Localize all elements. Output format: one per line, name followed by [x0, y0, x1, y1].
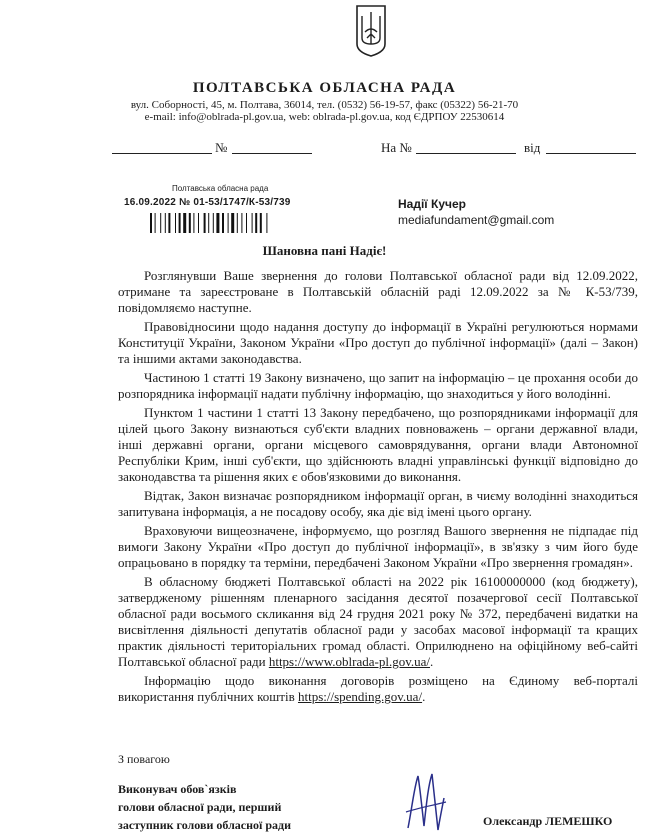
- outgoing-date-line: [232, 153, 312, 154]
- recipient-name: Надії Кучер: [398, 197, 466, 211]
- contacts-line: e-mail: info@oblrada-pl.gov.ua, web: oblrada-pl.gov.ua, код ЄДРПОУ 22530614: [144, 111, 505, 123]
- paragraph-8: [118, 673, 638, 705]
- stamp-registration-number: 16.09.2022 № 01-53/1747/К-53/739: [124, 197, 291, 208]
- paragraph-3: Частиною 1 статті 19 Закону визначено, що запит на інформацію – це прохання особи до розпорядника інформації надати публічну інформацію, що знаходиться у його володінні.: [118, 370, 638, 401]
- spending-portal-link[interactable]: https://spending.gov.ua/: [297, 689, 423, 704]
- paragraph-7: [118, 574, 638, 670]
- paragraph-7-end: .: [429, 654, 434, 669]
- barcode-image: [150, 213, 292, 233]
- address-line: вул. Соборності, 45, м. Полтава, 36014, тел. (0532) 56-19-57, факс (05322) 56-21-70: [130, 99, 519, 111]
- incoming-date-line: [546, 153, 636, 154]
- signer-title-line-3: заступник голови обласної ради: [118, 818, 292, 832]
- signer-name: Олександр ЛЕМЕШКО: [483, 814, 613, 828]
- paragraph-8-end: .: [422, 689, 426, 704]
- paragraph-5: Відтак, Закон визначає розпорядником інформації орган, в чиєму володінні знаходиться запитувана інформація, а не посадову особу, яка діє від імені цього органу.: [118, 488, 638, 519]
- incoming-number-line: [416, 153, 516, 154]
- oblrada-website-link[interactable]: https://www.oblrada-pl.gov.ua/: [268, 654, 430, 669]
- closing-phrase: З повагою: [118, 752, 170, 766]
- paragraph-1: Розглянувши Ваше звернення до голови Полтавської обласної ради від 12.09.2022, отримане та зареєстроване в Полтавській обласній раді 12.09.2022 за № К-53/739, повідомляємо наступне.: [118, 268, 638, 315]
- outgoing-number-line: [112, 153, 212, 154]
- number-sign: №: [215, 140, 228, 155]
- signer-title-line-1: Виконувач обов`язків: [118, 782, 237, 796]
- paragraph-7-text: В обласному бюджеті Полтавської області на 2022 рік 16100000000 (код бюджету), затвердженому рішенням пленарного засідання десятої позачергової сесії Полтавської обласної ради восьмого скликання від 24 грудня 2021 року № 372, передбачені видатки на висвітлення діяльності депутатів обласної ради у засобах масової інформації та кращих практик діяльності територіальних громад області. Оприлюднено на офіційному веб-сайті Полтавської обласної ради: [118, 574, 638, 669]
- organization-title: ПОЛТАВСЬКА ОБЛАСНА РАДА: [192, 80, 457, 96]
- paragraph-8-text: Інформацію щодо виконання договорів розміщено на Єдиному веб-порталі використання публічних коштів: [118, 673, 638, 704]
- incoming-date-label: від: [524, 140, 541, 155]
- signer-title-line-2: голови обласної ради, перший: [118, 800, 282, 814]
- greeting: Шановна пані Надіє!: [262, 243, 387, 258]
- signer-title: [118, 780, 291, 834]
- recipient-email: mediafundament@gmail.com: [398, 213, 555, 227]
- paragraph-4: Пунктом 1 частини 1 статті 13 Закону передбачено, що розпорядниками інформації для цілей цього Закону визнаються суб'єкти владних повноважень – органи державної влади, інші державні органи, органи місцевого самоврядування, органи влади Автономної Республіки Крим, інші суб'єкти, що здійснюють владні управлінські функції відповідно до законодавства та рішення яких є обов'язковими до виконання.: [118, 405, 638, 484]
- stamp-organization: Полтавська обласна рада: [172, 184, 269, 193]
- paragraph-2: Правовідносини щодо надання доступу до інформації в Україні регулюються нормами Конституції України, Законом України «Про доступ до публічної інформації» (далі – Закон) та іншими актами законодавства.: [118, 319, 638, 366]
- trident-emblem-icon: [355, 4, 387, 58]
- handwritten-signature-icon: [402, 768, 448, 838]
- incoming-number-label: На №: [381, 140, 412, 155]
- letter-body: [118, 268, 638, 708]
- paragraph-6: Враховуючи вищеозначене, інформуємо, що розгляд Вашого звернення не підпадає під вимоги Закону України «Про доступ до публічної інформації», в зв'язку з чим його буде опрацьовано в порядку та терміни, передбачені Законом України «Про звернення громадян».: [118, 523, 638, 570]
